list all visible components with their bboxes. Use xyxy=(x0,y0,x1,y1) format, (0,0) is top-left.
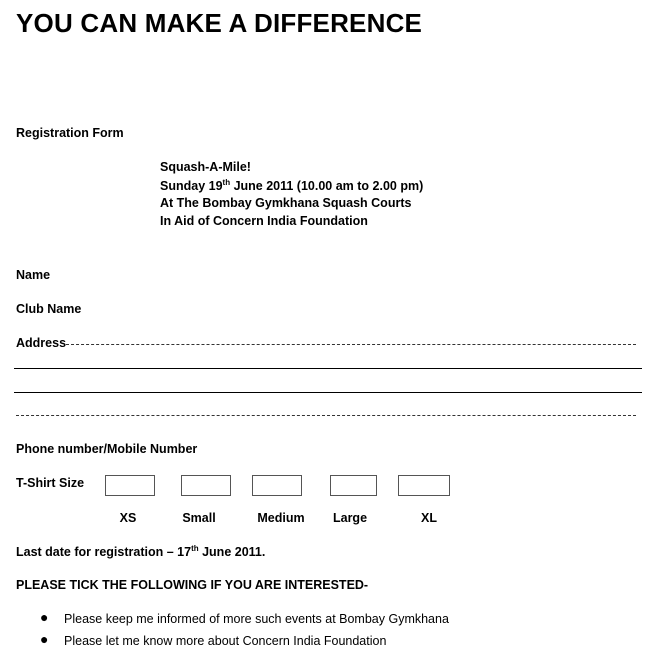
size-checkbox-medium[interactable] xyxy=(252,475,302,496)
size-label-xl: XL xyxy=(421,511,437,525)
size-checkbox-xl[interactable] xyxy=(398,475,450,496)
name-label: Name xyxy=(16,268,51,282)
event-cause: In Aid of Concern India Foundation xyxy=(160,214,368,228)
phone-label: Phone number/Mobile Number xyxy=(16,442,198,456)
size-label-xs: XS xyxy=(119,511,137,525)
tshirt-label: T-Shirt Size xyxy=(16,476,85,490)
bullet-icon: ● xyxy=(40,609,49,625)
bullet-icon: ● xyxy=(40,631,49,647)
address-line-3[interactable] xyxy=(14,392,642,393)
last-date-text: Last date for registration – 17th June 2011. xyxy=(16,544,266,560)
address-line-4[interactable] xyxy=(16,415,636,416)
size-checkbox-large[interactable] xyxy=(330,475,377,496)
form-label: Registration Form xyxy=(16,126,124,140)
size-label-small: Small xyxy=(182,511,216,525)
event-date: Sunday 19th June 2011 (10.00 am to 2.00 pm) xyxy=(160,178,424,194)
event-name: Squash-A-Mile! xyxy=(160,160,251,174)
event-venue: At The Bombay Gymkhana Squash Courts xyxy=(160,196,412,210)
option-foundation[interactable]: Please let me know more about Concern India Foundation xyxy=(64,634,387,648)
page-title: YOU CAN MAKE A DIFFERENCE xyxy=(16,8,423,38)
size-checkbox-xs[interactable] xyxy=(105,475,155,496)
club-name-label: Club Name xyxy=(16,302,82,316)
tick-heading: PLEASE TICK THE FOLLOWING IF YOU ARE INTERESTED- xyxy=(16,578,369,592)
option-events[interactable]: Please keep me informed of more such events at Bombay Gymkhana xyxy=(64,612,449,626)
address-line-1[interactable] xyxy=(66,344,636,345)
address-label: Address xyxy=(16,336,67,350)
address-line-2[interactable] xyxy=(14,368,642,369)
size-label-medium: Medium xyxy=(257,511,305,525)
size-checkbox-small[interactable] xyxy=(181,475,231,496)
size-label-large: Large xyxy=(332,511,368,525)
